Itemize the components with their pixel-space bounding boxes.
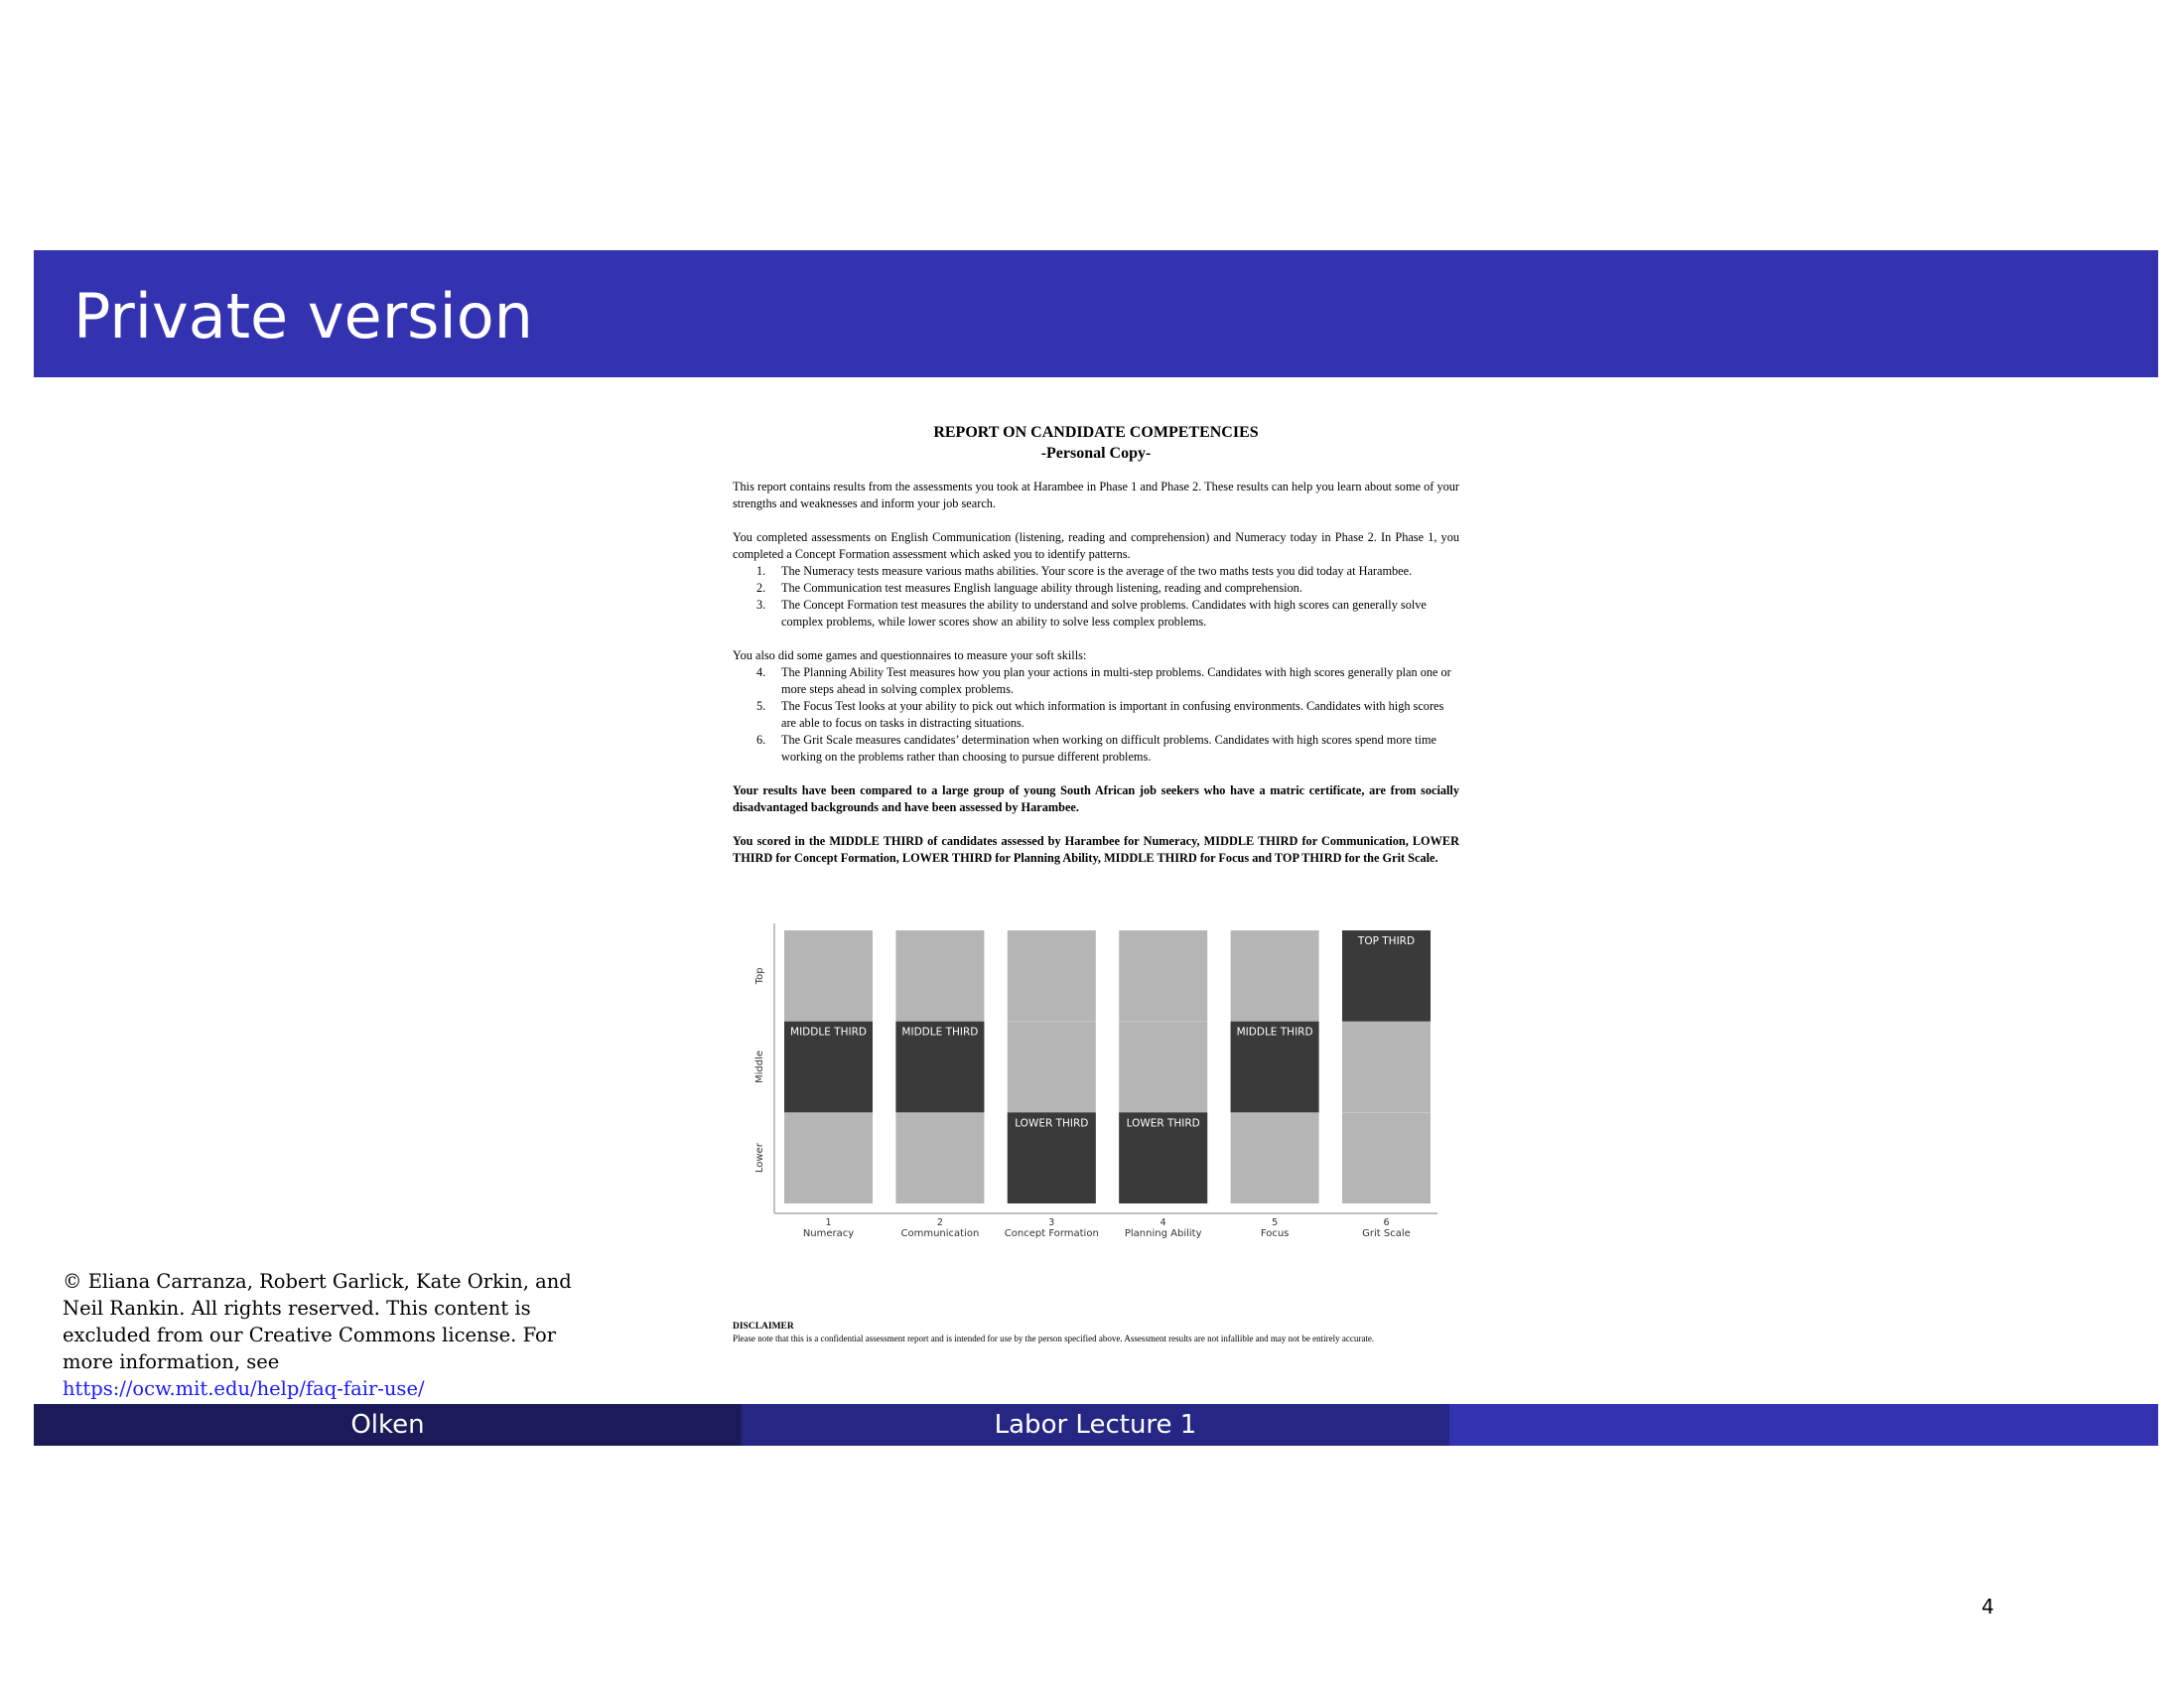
- list-item-number: 2.: [756, 581, 766, 595]
- result-label: LOWER THIRD: [1126, 1117, 1200, 1130]
- list-item-number: 6.: [756, 733, 766, 747]
- comparison-text: Your results have been compared to a large group of young South African job seekers who have a matric certificate, are from socially disadvantaged backgrounds and have been assessed by Harambee.: [733, 783, 1459, 814]
- result-text: You scored in the MIDDLE THIRD of candidates assessed by Harambee for Numeracy, MIDDLE THIRD for Communication, LOWER THIRD for Concept Formation, LOWER THIRD for Planning Ability, MIDDLE THIRD for Focus and TOP THIRD for the Grit Scale.: [733, 834, 1459, 865]
- report-intro: This report contains results from the assessments you took at Harambee in Phase 1 and Phase 2. These results can help you learn about some of your strengths and weaknesses and inform your job search.: [733, 480, 1459, 510]
- x-tick-number: 3: [1048, 1217, 1055, 1228]
- y-level-label: Top: [754, 967, 765, 985]
- x-tick-number: 4: [1160, 1217, 1166, 1228]
- y-level-label: Middle: [754, 1050, 765, 1084]
- y-level-label: Lower: [754, 1143, 765, 1174]
- slide-title-bar: [34, 250, 2158, 377]
- copyright-text: © Eliana Carranza, Robert Garlick, Kate Orkin, and Neil Rankin. All rights reserved. This content is excluded from our Creative Commons license. For more information, see: [63, 1270, 572, 1373]
- list-item-text: The Grit Scale measures candidates’ determination when working on difficult problems. Candidates with high scores spend more time working on the problems rather than choosing to pursue different problems.: [781, 733, 1436, 764]
- list-item: [733, 563, 1459, 580]
- list-item-number: 4.: [756, 665, 766, 679]
- footer-lecture: Labor Lecture 1: [742, 1404, 1449, 1446]
- list-item-text: The Focus Test looks at your ability to pick out which information is important in confusing environments. Candidates with high scores are able to focus on tasks in distracting situations.: [781, 699, 1444, 730]
- list-item: [733, 597, 1459, 631]
- footer-right: [1449, 1404, 2158, 1446]
- fair-use-link[interactable]: https://ocw.mit.edu/help/faq-fair-use/: [63, 1377, 425, 1400]
- results-chart: [733, 915, 1447, 1243]
- result-label: MIDDLE THIRD: [1236, 1026, 1313, 1039]
- report-image: [733, 422, 1459, 884]
- disclaimer: [733, 1321, 1437, 1344]
- list-item-text: The Communication test measures English language ability through listening, reading and comprehension.: [781, 581, 1302, 595]
- list-item: [733, 580, 1459, 597]
- disclaimer-text: Please note that this is a confidential assessment report and is intended for use by the person specified above. Assessment results are not infallible and may not be entirely accurate.: [733, 1334, 1375, 1343]
- list-item-text: The Concept Formation test measures the ability to understand and solve problems. Candidates with high scores can generally solve complex problems, while lower scores show an ability to solve less complex problems.: [781, 598, 1427, 629]
- assessment-list: [733, 563, 1459, 631]
- list-item-number: 5.: [756, 699, 766, 713]
- results-chart-svg: [733, 915, 1447, 1243]
- x-tick-label: Communication: [900, 1228, 980, 1239]
- copyright-notice: [63, 1268, 599, 1402]
- footer-author: Olken: [34, 1404, 742, 1446]
- soft-skills-intro: You also did some games and questionnaires to measure your soft skills:: [733, 648, 1087, 662]
- report-subheading: -Personal Copy-: [1040, 445, 1152, 462]
- x-tick-label: Concept Formation: [1004, 1228, 1099, 1239]
- result-label: MIDDLE THIRD: [790, 1026, 867, 1039]
- x-tick-label: Planning Ability: [1124, 1228, 1202, 1239]
- x-tick-number: 2: [936, 1217, 943, 1228]
- assessments-intro: You completed assessments on English Communication (listening, reading and comprehension) and Numeracy today in Phase 2. In Phase 1, you completed a Concept Formation assessment which asked you to identify patterns.: [733, 530, 1459, 561]
- list-item-number: 1.: [756, 564, 766, 578]
- list-item-text: The Numeracy tests measure various maths abilities. Your score is the average of the two maths tests you did today at Harambee.: [781, 564, 1413, 578]
- list-item: [733, 698, 1459, 732]
- report-heading: REPORT ON CANDIDATE COMPETENCIES: [933, 424, 1259, 441]
- x-tick-number: 5: [1272, 1217, 1279, 1228]
- x-tick-label: Numeracy: [802, 1228, 855, 1239]
- disclaimer-heading: DISCLAIMER: [733, 1322, 794, 1332]
- page-number: 4: [1981, 1595, 1994, 1618]
- x-tick-label: Grit Scale: [1362, 1228, 1411, 1239]
- result-label: TOP THIRD: [1357, 935, 1416, 947]
- footer-bar: [34, 1404, 2158, 1446]
- soft-skills-list: [733, 664, 1459, 766]
- list-item: [733, 664, 1459, 698]
- slide-title: Private version: [73, 280, 533, 352]
- x-tick-number: 1: [825, 1217, 832, 1228]
- result-label: LOWER THIRD: [1015, 1117, 1089, 1130]
- x-tick-label: Focus: [1260, 1228, 1290, 1239]
- x-tick-number: 6: [1383, 1217, 1390, 1228]
- result-label: MIDDLE THIRD: [901, 1026, 979, 1039]
- list-item-text: The Planning Ability Test measures how you plan your actions in multi-step problems. Candidates with high scores generally plan one or more steps ahead in solving complex problems.: [781, 665, 1451, 696]
- list-item: [733, 732, 1459, 766]
- list-item-number: 3.: [756, 598, 766, 612]
